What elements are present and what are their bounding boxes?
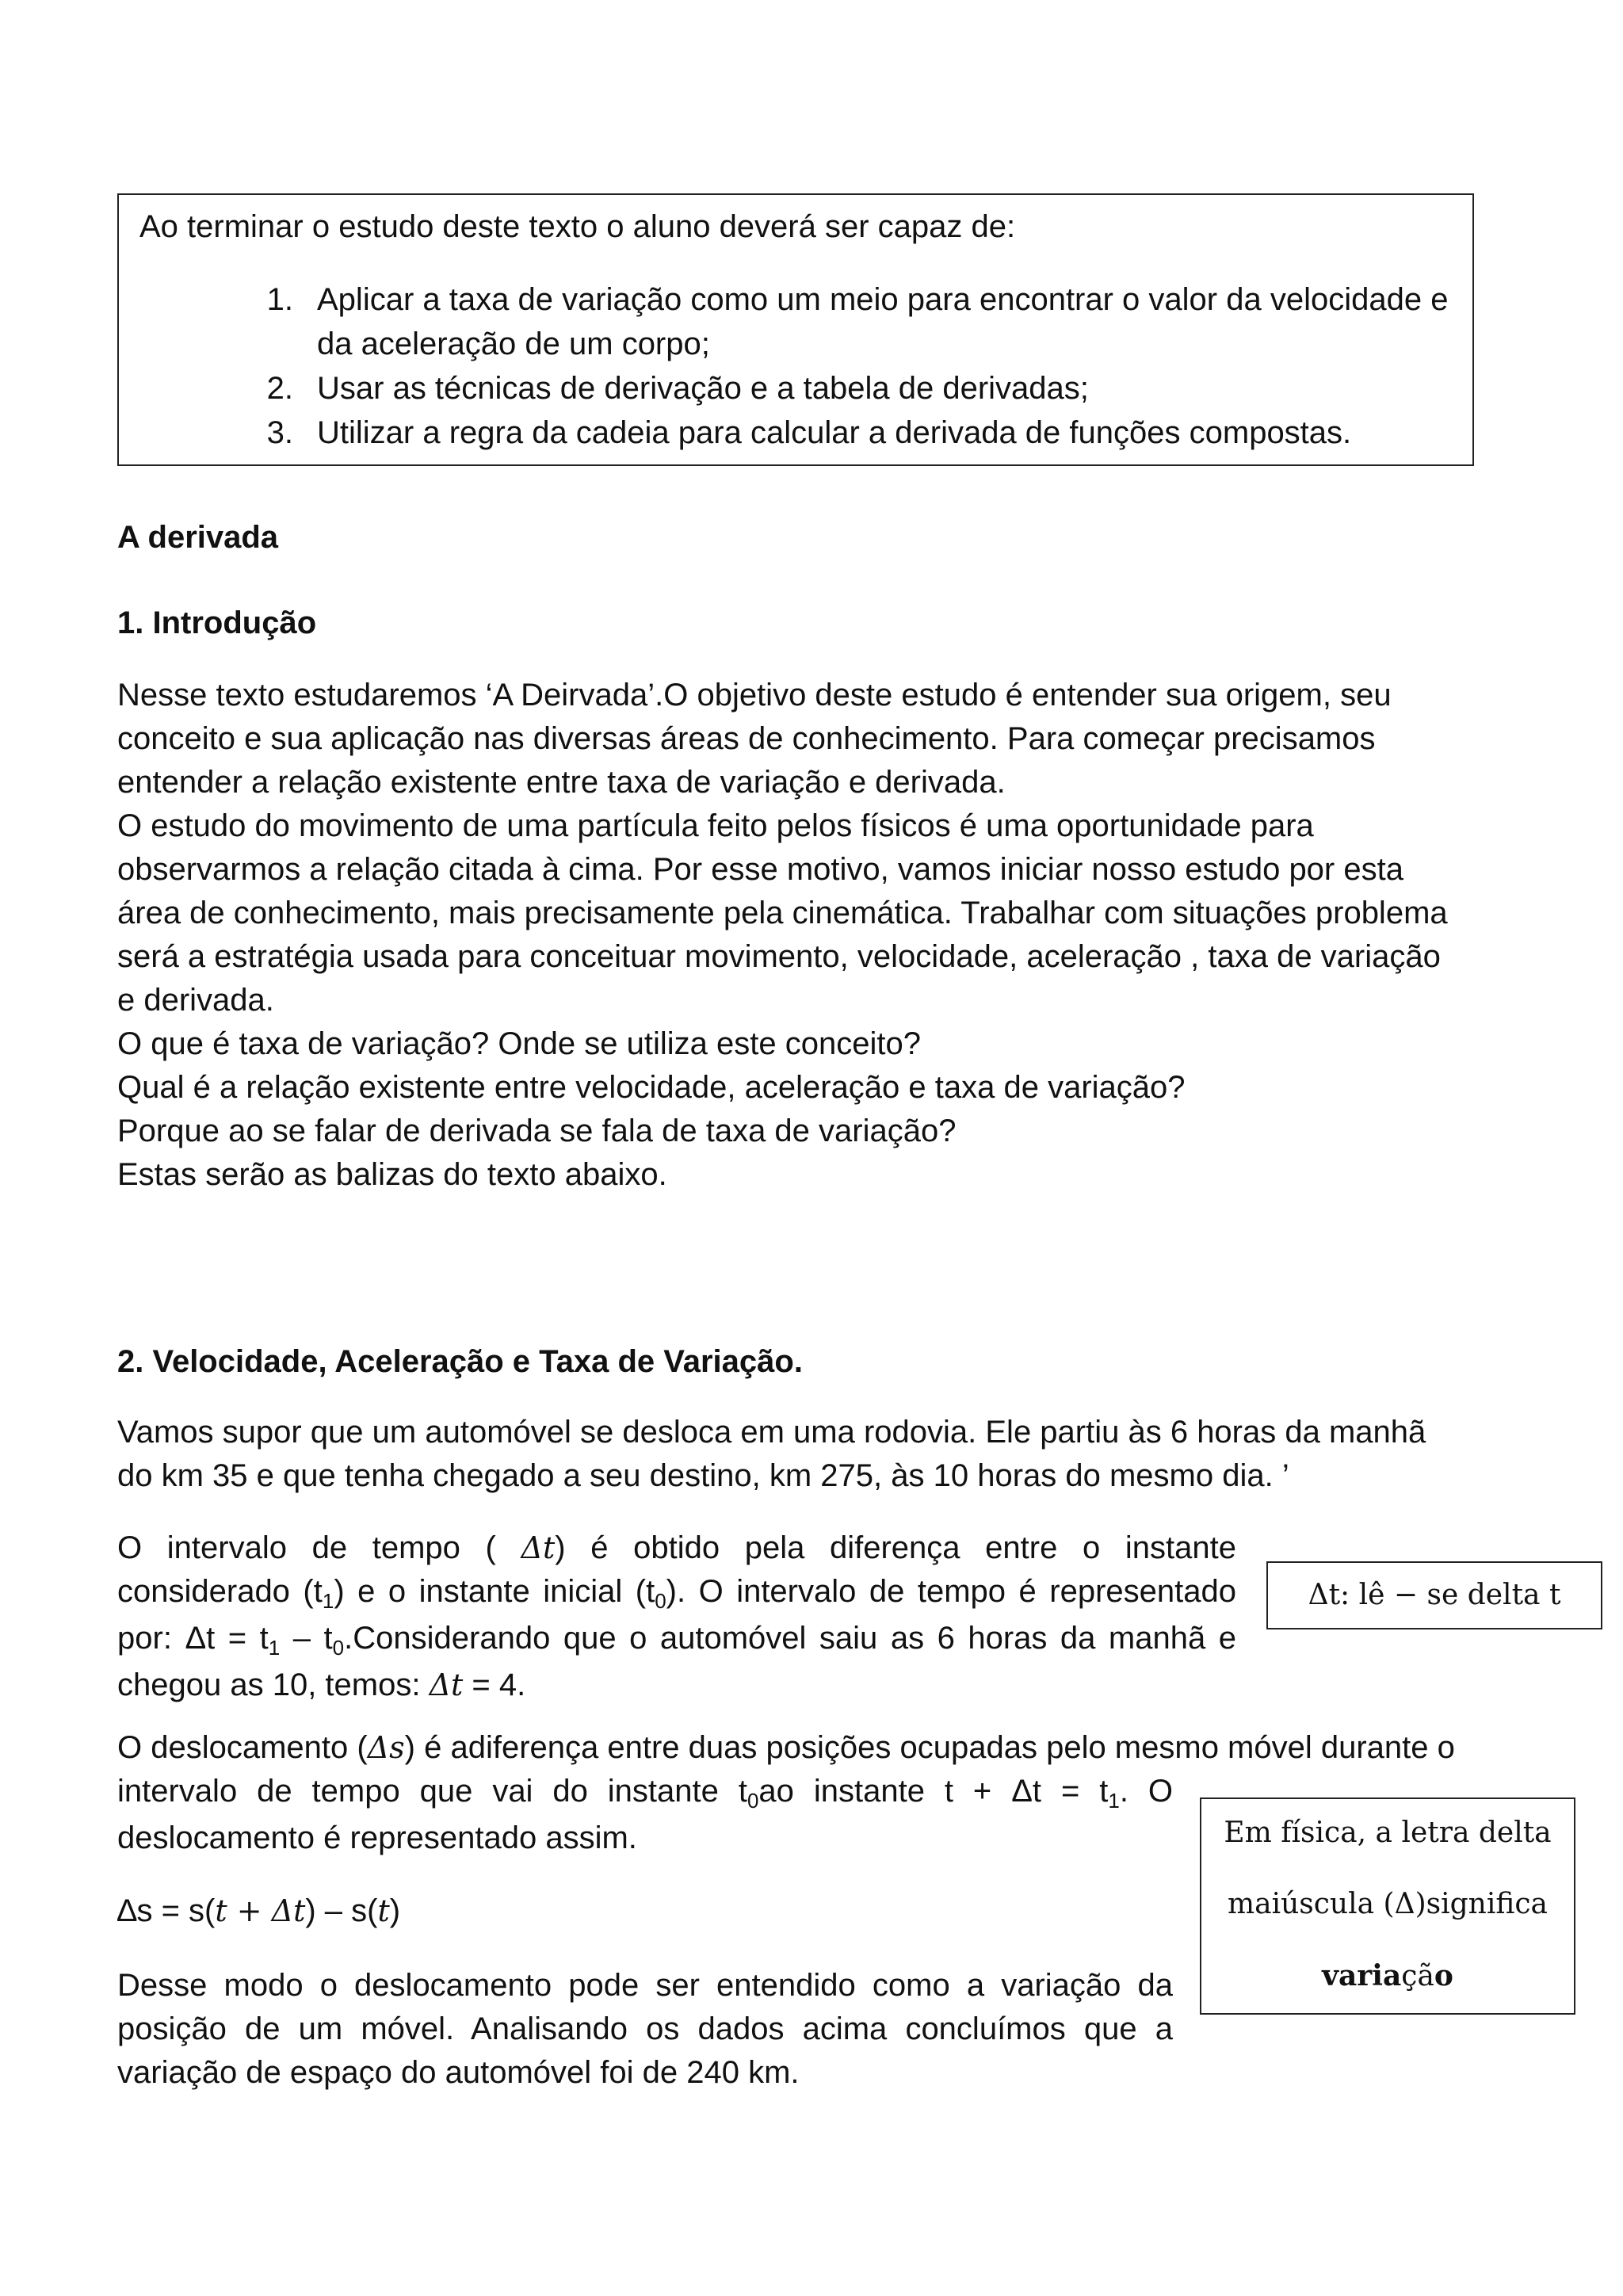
body-line: O estudo do movimento de uma partícula feito pelos físicos é uma oportunidade para (117, 808, 1314, 843)
body-line: considerado $(t_1)$ e o instante inicial $(t_0)$. O intervalo de tempo é representado (117, 1574, 1236, 1613)
body-line: Estas serão as balizas do texto abaixo. (117, 1157, 667, 1192)
objective-number: 1. (266, 282, 293, 317)
body-line: intervalo de tempo que vai do instante $t_0ao$ instante $t + \Delta t = t_1$. O (117, 1774, 1174, 1813)
body-line: Desse modo o deslocamento pode ser entendido como a variação da (117, 1968, 1173, 2003)
body-line: O deslocamento (Δ𝑠) é adiferença entre duas posições ocupadas pelo mesmo móvel durante o (117, 1730, 1455, 1765)
body-line: Porque ao se falar de derivada se fala de taxa de variação? (117, 1114, 957, 1148)
body-line: e derivada. (117, 983, 274, 1018)
body-line: observarmos a relação citada à cima. Por esse motivo, vamos iniciar nosso estudo por esta (117, 852, 1403, 887)
body-line: conceito e sua aplicação nas diversas áreas de conhecimento. Para começar precisamos (117, 721, 1376, 756)
body-line: Nesse texto estudaremos ‘A Deirvada’.O objetivo deste estudo é entender sua origem, seu (117, 678, 1392, 712)
section-body (117, 674, 1448, 1197)
displacement-paragraph-cont (117, 1770, 1173, 1860)
objective-text: Utilizar a regra da cadeia para calcular a derivada de funções compostas. (317, 415, 1352, 450)
section-intro (117, 1411, 1426, 1498)
body-line: área de conhecimento, mais precisamente pela cinemática. Trabalhar com situações problema (117, 896, 1448, 930)
delta-definition-box (1200, 1797, 1575, 2015)
delta-t-note: Δt: lê − se delta t (1308, 1579, 1561, 1611)
displacement-paragraph (117, 1726, 1455, 1770)
body-line: O intervalo de tempo ( Δ𝑡) é obtido pela diferença entre o instante (117, 1530, 1236, 1565)
displacement-formula: ∆s = s(𝑡 + Δ𝑡) – s(𝑡) (117, 1893, 401, 1928)
section-heading: 2. Velocidade, Aceleração e Taxa de Variação. (117, 1344, 803, 1379)
body-line: entender a relação existente entre taxa de variação e derivada. (117, 765, 1006, 800)
document-title: A derivada (117, 520, 279, 555)
body-line: do km 35 e que tenha chegado a seu destino, km 275, às 10 horas do mesmo dia. ’ (117, 1458, 1289, 1493)
body-line: O que é taxa de variação? Onde se utiliza este conceito? (117, 1026, 921, 1061)
objective-text: Usar as técnicas de derivação e a tabela de derivadas; (317, 371, 1089, 406)
body-line: posição de um móvel. Analisando os dados acima concluímos que a (117, 2011, 1173, 2046)
body-line: Vamos supor que um automóvel se desloca em uma rodovia. Ele partiu às 6 horas da manhã (117, 1415, 1426, 1450)
conclusion-paragraph (117, 1964, 1173, 2095)
delta-definition-line: Em física, a letra delta (1224, 1817, 1552, 1849)
objectives-intro: Ao terminar o estudo deste texto o aluno deverá ser capaz de: (139, 209, 1016, 244)
objective-text: da aceleração de um corpo; (317, 327, 710, 361)
body-line: variação de espaço do automóvel foi de 240 km. (117, 2055, 800, 2090)
objective-text: Aplicar a taxa de variação como um meio para encontrar o valor da velocidade e (317, 282, 1449, 317)
body-line: deslocamento é representado assim. (117, 1820, 637, 1855)
objective-number: 2. (266, 371, 293, 406)
body-line: Qual é a relação existente entre velocidade, aceleração e taxa de variação? (117, 1070, 1186, 1105)
body-line: chegou as 10, temos: Δ𝑡 = 4. (117, 1668, 526, 1702)
objective-number: 3. (266, 415, 293, 450)
section-heading: 1. Introdução (117, 606, 317, 640)
objectives-box (117, 193, 1474, 466)
body-line: será a estratégia usada para conceituar movimento, velocidade, aceleração , taxa de variação (117, 939, 1441, 974)
delta-t-note-box (1266, 1561, 1602, 1629)
body-line: por: $\Delta t = t_1$ – $t_0.Considerando$ que o automóvel saiu as 6 horas da manhã e (117, 1621, 1236, 1660)
delta-definition-line: variação (1322, 1959, 1453, 1992)
delta-definition-line: maiúscula (Δ)significa (1228, 1888, 1548, 1920)
interval-paragraph (117, 1526, 1236, 1707)
